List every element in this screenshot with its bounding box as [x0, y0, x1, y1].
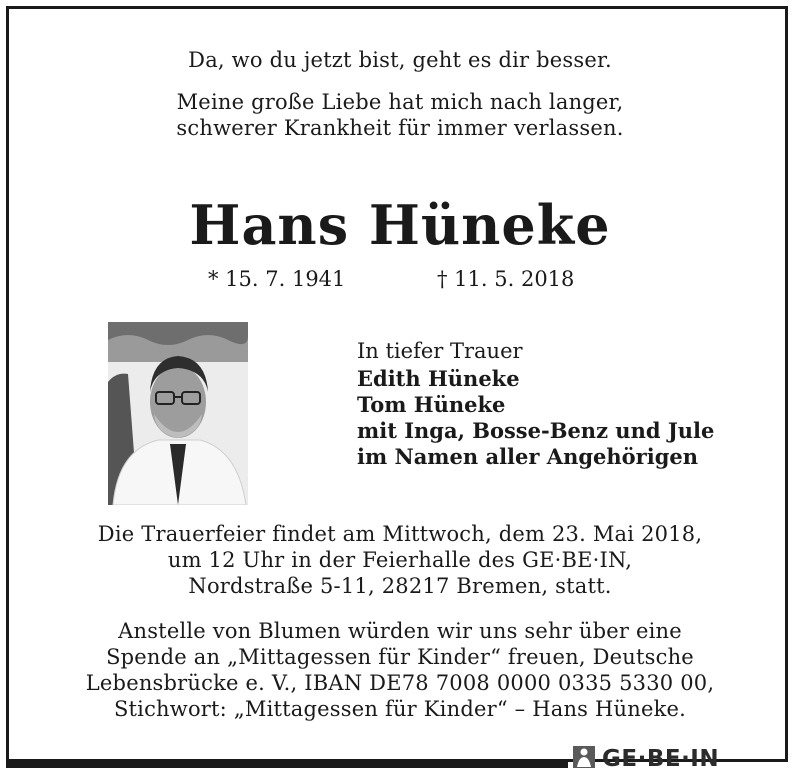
intro-line-1: Da, wo du jetzt bist, geht es dir besser. [188, 48, 612, 72]
intro-line-2: Meine große Liebe hat mich nach langer, [176, 90, 624, 114]
logo-text: GE·BE·IN [602, 746, 720, 772]
mourner-name: mit Inga, Bosse-Benz und Jule [357, 418, 715, 443]
donation-line-4: Stichwort: „Mittagessen für Kinder“ – Hans Hüneke. [113, 697, 687, 721]
mourner-name: Edith Hüneke [357, 366, 520, 391]
mourner-name: Tom Hüneke [357, 392, 506, 417]
mourners-heading: In tiefer Trauer [357, 339, 523, 363]
deceased-name: Hans Hüneke [189, 193, 611, 257]
intro-line-3: schwerer Krankheit für immer verlassen. [176, 116, 624, 140]
ceremony-line-1: Die Trauerfeier findet am Mittwoch, dem 23. Mai 2018, [97, 522, 703, 546]
ceremony-line-2: um 12 Uhr in der Feierhalle des GE·BE·IN, [167, 548, 633, 572]
birth-date: * 15. 7. 1941 [208, 267, 346, 291]
mourners-block [357, 338, 714, 470]
stylized-figure-icon [572, 745, 596, 773]
bottom-rule [6, 760, 568, 768]
portrait-photo [108, 322, 248, 505]
mourner-name: im Namen aller Angehörigen [357, 444, 699, 469]
donation-line-2: Spende an „Mittagessen für Kinder“ freuen, Deutsche [106, 645, 694, 669]
donation-line-1: Anstelle von Blumen würden wir uns sehr über eine [118, 619, 682, 643]
donation-line-3: Lebensbrücke e. V., IBAN DE78 7008 0000 0335 5330 00, [85, 671, 715, 695]
ceremony-line-3: Nordstraße 5-11, 28217 Bremen, statt. [188, 574, 612, 598]
death-date: † 11. 5. 2018 [437, 267, 575, 291]
portrait-illustration [108, 322, 248, 505]
gebein-logo [572, 746, 782, 772]
